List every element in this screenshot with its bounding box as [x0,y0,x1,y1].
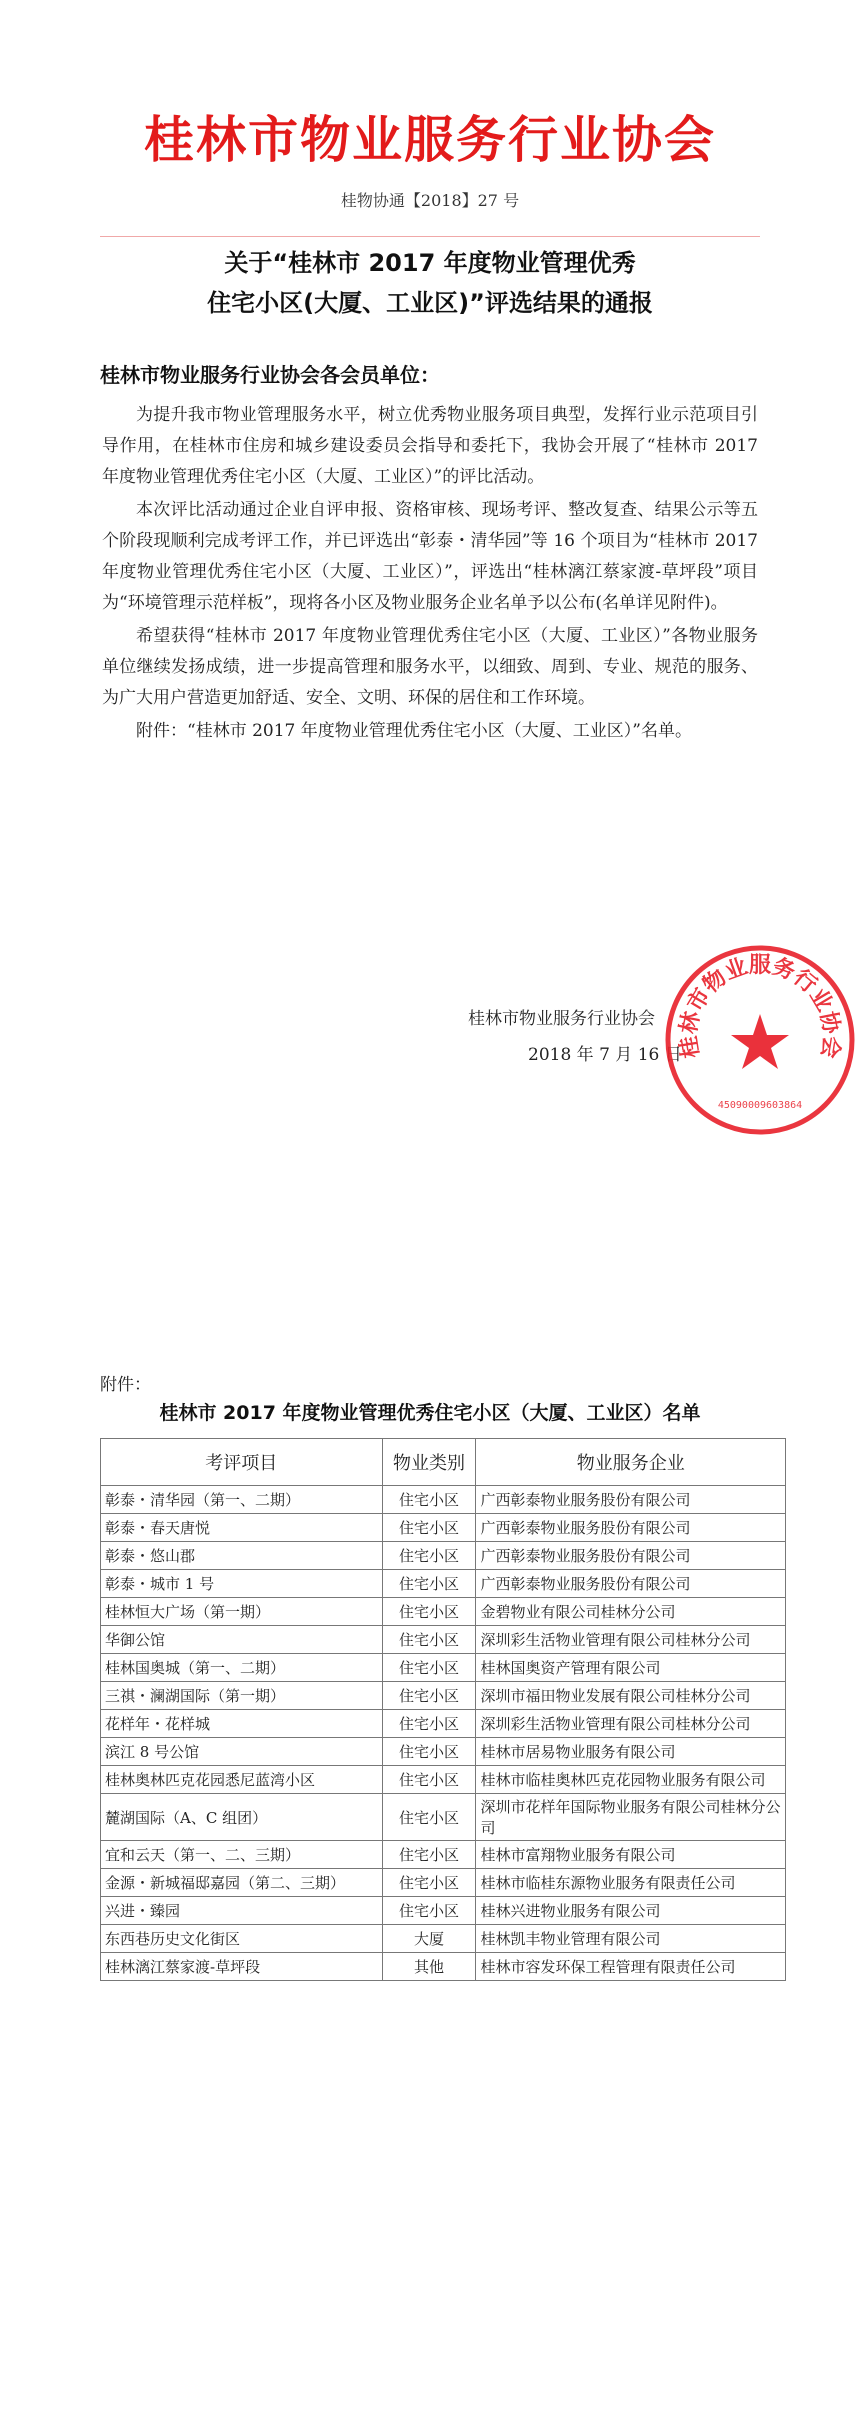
cell-category: 住宅小区 [382,1626,476,1654]
cell-category: 住宅小区 [382,1841,476,1869]
table-row [101,1897,786,1925]
seal-star-icon [731,1014,789,1069]
table-row [101,1794,786,1841]
table-row [101,1953,786,1981]
notice-title-line-1: 关于“桂林市 2017 年度物业管理优秀 [224,249,636,277]
cell-category: 其他 [382,1953,476,1981]
cell-project: 三祺・澜湖国际（第一期） [101,1682,383,1710]
cell-project: 东西巷历史文化街区 [101,1925,383,1953]
official-seal [660,940,860,1140]
seal-serial: 45090009603864 [717,1100,803,1111]
signature-date: 2018 年 7 月 16 日 [528,1045,682,1065]
cell-category: 住宅小区 [382,1897,476,1925]
notice-body [102,400,758,749]
table-row [101,1654,786,1682]
cell-company: 深圳市花样年国际物业服务有限公司桂林分公司 [476,1794,786,1841]
cell-company: 广西彰泰物业服务股份有限公司 [476,1542,786,1570]
cell-project: 桂林国奥城（第一、二期） [101,1654,383,1682]
cell-category: 住宅小区 [382,1738,476,1766]
cell-project: 麓湖国际（A、C 组团） [101,1794,383,1841]
attachment-label: 附件： [100,1375,151,1395]
cell-category: 住宅小区 [382,1486,476,1514]
header-divider [100,236,760,237]
cell-company: 深圳彩生活物业管理有限公司桂林分公司 [476,1710,786,1738]
org-title: 桂林市物业服务行业协会 [144,111,716,169]
cell-project: 彰泰・城市 1 号 [101,1570,383,1598]
cell-company: 桂林市富翔物业服务有限公司 [476,1841,786,1869]
table-row [101,1925,786,1953]
body-paragraph: 为提升我市物业管理服务水平，树立优秀物业服务项目典型，发挥行业示范项目引导作用，在桂林市住房和城乡建设委员会指导和委托下，我协会开展了“桂林市 2017 年度物业管理优秀住宅小区（大厦、工业区）”的评比活动。 [102,405,758,487]
column-header-project: 考评项目 [101,1439,383,1486]
cell-company: 桂林国奥资产管理有限公司 [476,1654,786,1682]
cell-company: 深圳彩生活物业管理有限公司桂林分公司 [476,1626,786,1654]
cell-company: 桂林凯丰物业管理有限公司 [476,1925,786,1953]
cell-project: 兴进・臻园 [101,1897,383,1925]
cell-company: 桂林市临桂东源物业服务有限责任公司 [476,1869,786,1897]
table-row [101,1542,786,1570]
cell-category: 住宅小区 [382,1570,476,1598]
cell-project: 桂林恒大广场（第一期） [101,1598,383,1626]
table-row [101,1514,786,1542]
cell-category: 大厦 [382,1925,476,1953]
table-row [101,1841,786,1869]
cell-category: 住宅小区 [382,1654,476,1682]
cell-project: 金源・新城福邸嘉园（第二、三期） [101,1869,383,1897]
table-header-row [101,1439,786,1486]
table-row [101,1710,786,1738]
body-paragraph: 本次评比活动通过企业自评申报、资格审核、现场考评、整改复查、结果公示等五个阶段现顺利完成考评工作，并已评选出“彰泰・清华园”等 16 个项目为“桂林市 2017 年度物业管理优秀住宅小区（大厦、工业区）”，评选出“桂林漓江蔡家渡-草坪段”项目为“环境管理示范样板”，现将各小区及物业服务企业名单予以公布(名单详见附件)。 [102,500,758,613]
seal-ring-text: 桂林市物业服务行业协会 [676,953,844,1060]
cell-company: 广西彰泰物业服务股份有限公司 [476,1486,786,1514]
cell-company: 桂林市容发环保工程管理有限责任公司 [476,1953,786,1981]
table-row [101,1869,786,1897]
cell-project: 彰泰・清华园（第一、二期） [101,1486,383,1514]
cell-category: 住宅小区 [382,1514,476,1542]
cell-company: 广西彰泰物业服务股份有限公司 [476,1514,786,1542]
attachment-title: 桂林市 2017 年度物业管理优秀住宅小区（大厦、工业区）名单 [159,1402,701,1424]
cell-project: 花样年・花样城 [101,1710,383,1738]
cell-category: 住宅小区 [382,1766,476,1794]
cell-company: 广西彰泰物业服务股份有限公司 [476,1570,786,1598]
cell-company: 桂林市临桂奥林匹克花园物业服务有限公司 [476,1766,786,1794]
cell-category: 住宅小区 [382,1542,476,1570]
column-header-company: 物业服务企业 [476,1439,786,1486]
notice-title-line-2: 住宅小区(大厦、工业区)”评选结果的通报 [207,289,653,317]
cell-project: 彰泰・悠山郡 [101,1542,383,1570]
cell-category: 住宅小区 [382,1710,476,1738]
table-row [101,1738,786,1766]
cell-project: 桂林奥林匹克花园悉尼蓝湾小区 [101,1766,383,1794]
column-header-category: 物业类别 [382,1439,476,1486]
cell-category: 住宅小区 [382,1794,476,1841]
table-row [101,1598,786,1626]
cell-company: 桂林市居易物业服务有限公司 [476,1738,786,1766]
table-row [101,1682,786,1710]
doc-number: 桂物协通【2018】27 号 [340,191,520,210]
salutation: 桂林市物业服务行业协会各会员单位： [100,363,440,387]
signature-org: 桂林市物业服务行业协会 [468,1009,655,1029]
cell-company: 深圳市福田物业发展有限公司桂林分公司 [476,1682,786,1710]
body-paragraph: 希望获得“桂林市 2017 年度物业管理优秀住宅小区（大厦、工业区）”各物业服务单位继续发扬成绩，进一步提高管理和服务水平，以细致、周到、专业、规范的服务、为广大用户营造更加舒适、安全、文明、环保的居住和工作环境。 [102,626,758,708]
award-list-table [100,1438,786,1981]
body-paragraph: 附件：“桂林市 2017 年度物业管理优秀住宅小区（大厦、工业区）”名单。 [136,721,692,741]
table-row [101,1766,786,1794]
table-row [101,1486,786,1514]
cell-category: 住宅小区 [382,1869,476,1897]
table-row [101,1626,786,1654]
cell-company: 金碧物业有限公司桂林分公司 [476,1598,786,1626]
cell-category: 住宅小区 [382,1598,476,1626]
table-row [101,1570,786,1598]
cell-project: 滨江 8 号公馆 [101,1738,383,1766]
cell-project: 彰泰・春天唐悦 [101,1514,383,1542]
cell-category: 住宅小区 [382,1682,476,1710]
cell-project: 桂林漓江蔡家渡-草坪段 [101,1953,383,1981]
notice-title [0,243,860,323]
table-body [101,1486,786,1981]
cell-project: 宜和云天（第一、二、三期） [101,1841,383,1869]
cell-company: 桂林兴进物业服务有限公司 [476,1897,786,1925]
cell-project: 华御公馆 [101,1626,383,1654]
